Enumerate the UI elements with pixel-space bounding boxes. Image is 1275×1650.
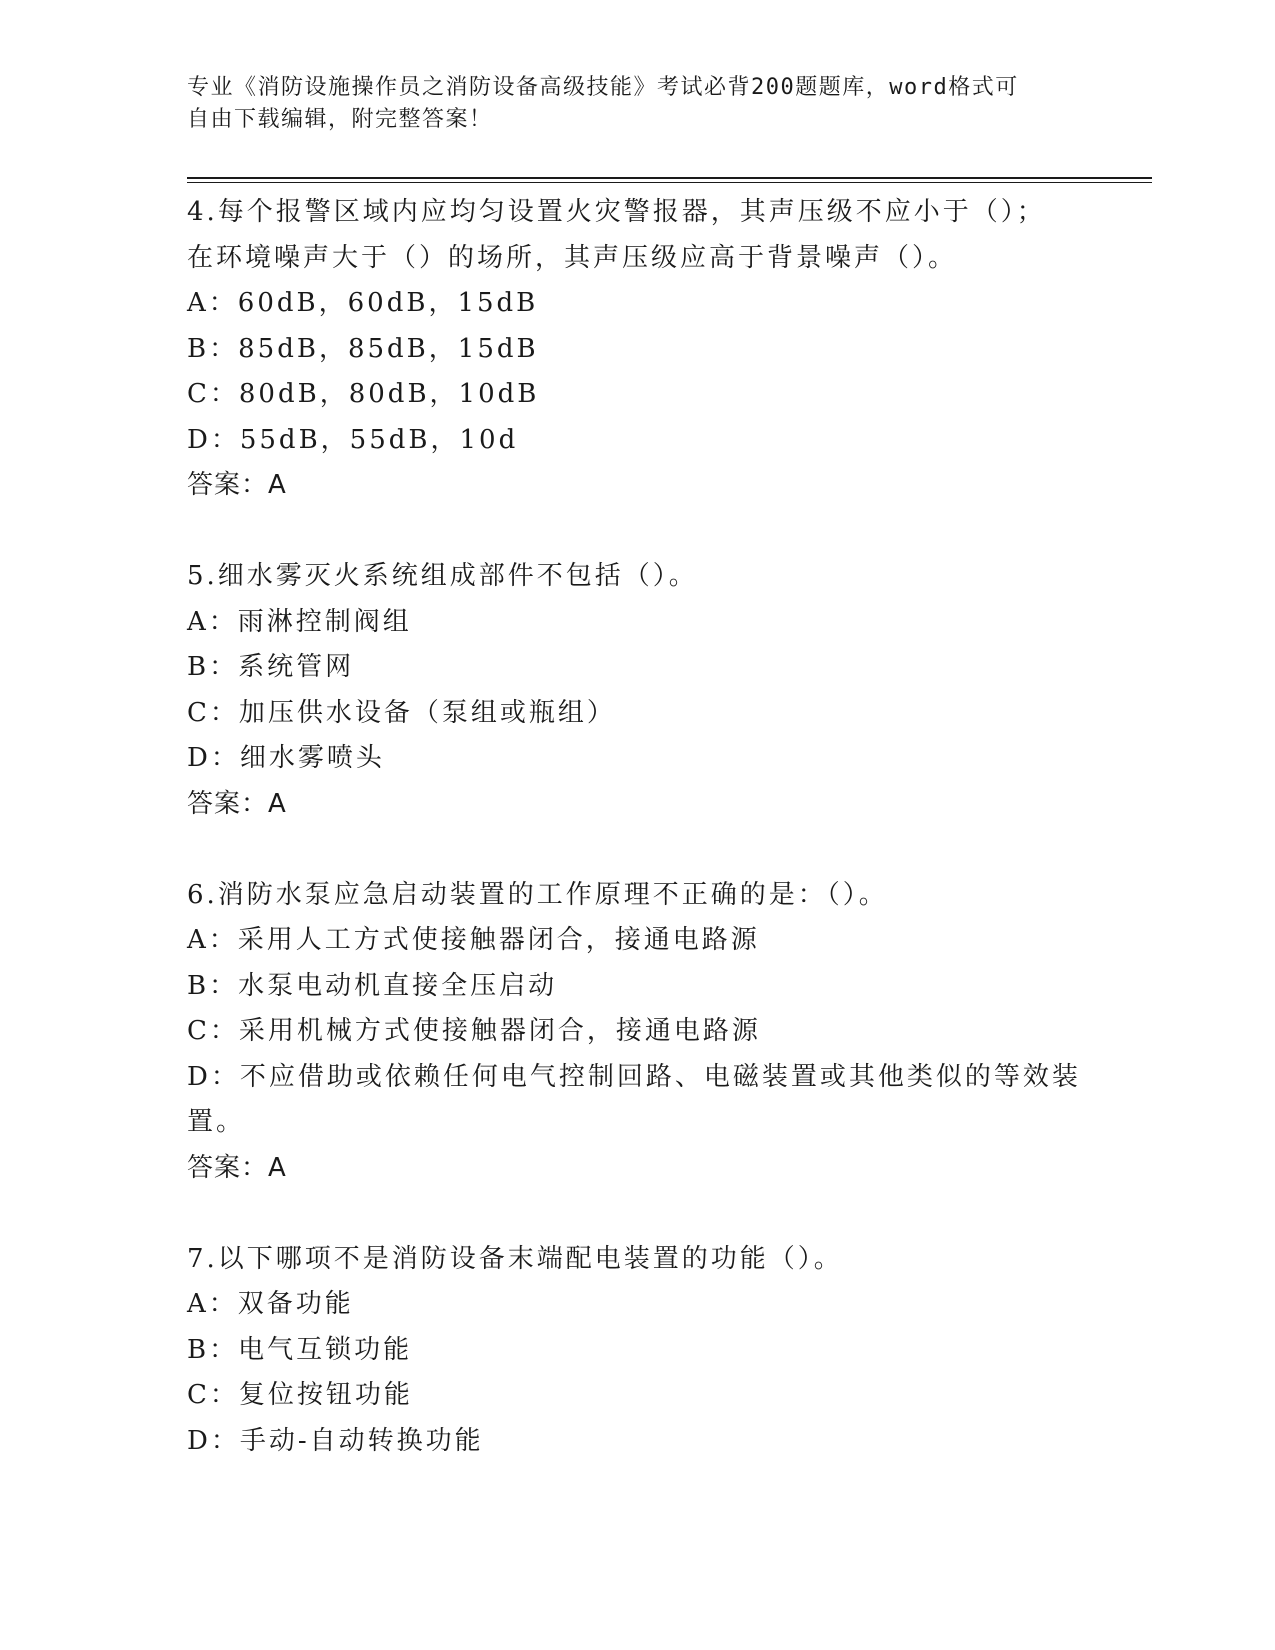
question-stem: 5.细水雾灭火系统组成部件不包括（）。 bbox=[187, 561, 698, 591]
answer-line: 答案：A bbox=[187, 1152, 287, 1183]
question-6 bbox=[187, 873, 1087, 1192]
option-b: B：85dB，85dB，15dB bbox=[187, 333, 539, 364]
option-b: B：电气互锁功能 bbox=[187, 1334, 413, 1365]
option-b: B：系统管网 bbox=[187, 652, 355, 682]
spacer bbox=[187, 509, 1087, 555]
question-stem: 在环境噪声大于（）的场所，其声压级应高于背景噪声（）。 bbox=[187, 242, 958, 273]
page-header bbox=[187, 72, 1067, 136]
option-c: C：加压供水设备（泵组或瓶组） bbox=[187, 697, 616, 728]
answer-line: 答案：A bbox=[187, 470, 287, 500]
option-d: D：不应借助或依赖任何电气控制回路、电磁装置或其他类似的等效装 bbox=[187, 1061, 1081, 1092]
question-4 bbox=[187, 190, 1087, 509]
option-a: A：采用人工方式使接触器闭合，接通电路源 bbox=[187, 925, 760, 955]
question-stem: 7.以下哪项不是消防设备末端配电装置的功能（）。 bbox=[187, 1243, 843, 1274]
question-list bbox=[187, 190, 1087, 1464]
question-stem: 4.每个报警区域内应均匀设置火灾警报器，其声压级不应小于（）； bbox=[187, 197, 1046, 227]
option-d: D：55dB，55dB，10d bbox=[187, 424, 519, 455]
option-d: D：细水雾喷头 bbox=[187, 743, 385, 773]
header-line-1: 专业《消防设施操作员之消防设备高级技能》考试必背200题题库，word格式可 bbox=[187, 75, 1019, 100]
question-stem: 6.消防水泵应急启动装置的工作原理不正确的是：（）。 bbox=[187, 879, 888, 910]
option-d: D：手动-自动转换功能 bbox=[187, 1425, 484, 1456]
answer-line: 答案：A bbox=[187, 788, 287, 819]
header-line-2: 自由下载编辑，附完整答案！ bbox=[187, 107, 493, 132]
option-a: A：60dB，60dB，15dB bbox=[187, 288, 539, 318]
option-b: B：水泵电动机直接全压启动 bbox=[187, 970, 558, 1001]
question-7 bbox=[187, 1237, 1087, 1465]
spacer bbox=[187, 1191, 1087, 1237]
option-c: C：复位按钮功能 bbox=[187, 1380, 413, 1410]
question-5 bbox=[187, 554, 1087, 827]
header-divider-thin bbox=[187, 182, 1152, 183]
option-a: A：雨淋控制阀组 bbox=[187, 606, 412, 637]
option-c: C：采用机械方式使接触器闭合，接通电路源 bbox=[187, 1016, 761, 1046]
option-a: A：双备功能 bbox=[187, 1289, 354, 1319]
spacer bbox=[187, 827, 1087, 873]
header-divider-thick bbox=[187, 177, 1152, 179]
option-d-continued: 置。 bbox=[187, 1107, 246, 1137]
option-c: C：80dB，80dB，10dB bbox=[187, 379, 540, 409]
